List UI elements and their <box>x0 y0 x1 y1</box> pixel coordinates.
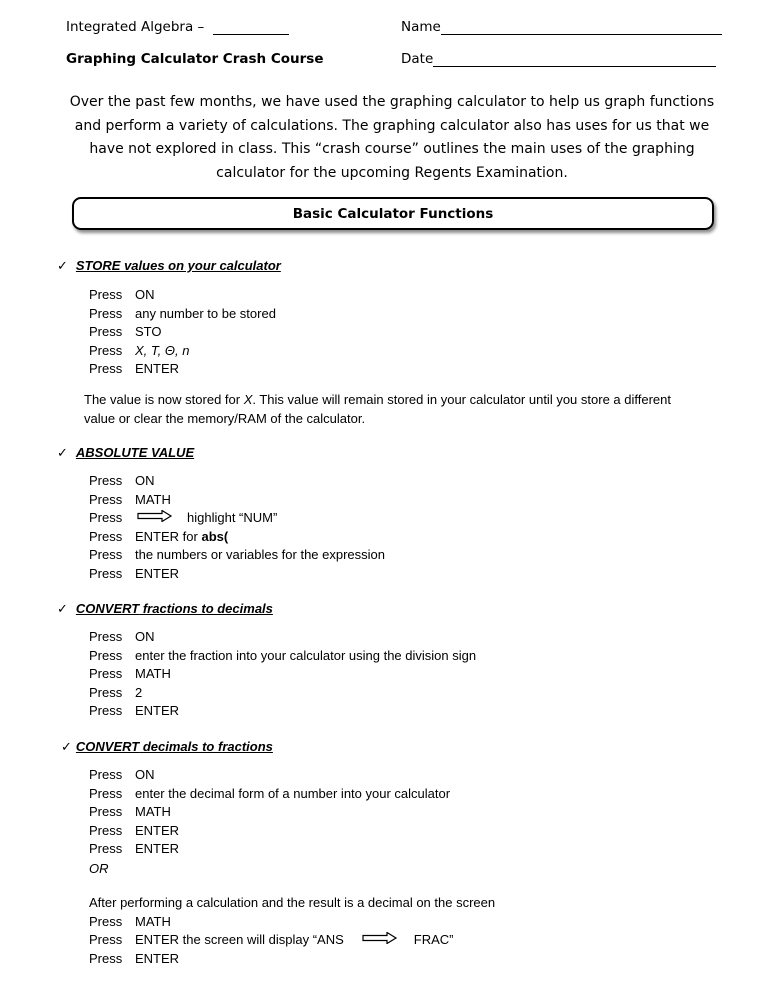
frac-to-dec-section-title: ✓ CONVERT fractions to decimals <box>57 601 273 616</box>
absolute-steps <box>89 472 385 584</box>
date-field <box>401 51 716 67</box>
date-label: Date <box>401 51 434 67</box>
section-heading-box <box>72 197 714 230</box>
step-row: Press ENTER <box>89 950 180 966</box>
store-note: The value is now stored for X. This value will remain stored in your calculator until you store a different value or clear the memory/RAM of the calculator. <box>84 392 671 426</box>
right-arrow-icon <box>362 931 398 950</box>
date-blank-line <box>433 52 716 67</box>
step-row: Press ON <box>89 767 155 782</box>
step-row: Press ENTER <box>89 703 180 719</box>
page-subtitle: Graphing Calculator Crash Course <box>66 51 324 67</box>
step-row: Press STO <box>89 324 162 340</box>
absolute-section-title: ✓ ABSOLUTE VALUE <box>57 445 195 460</box>
step-row: Press MATH <box>89 491 171 507</box>
course-text: Integrated Algebra – <box>66 19 205 35</box>
or-label: OR <box>89 861 109 876</box>
name-label: Name <box>401 19 441 35</box>
step-row: Press any number to be stored <box>89 305 276 321</box>
intro-paragraph: Over the past few months, we have used the graphing calculator to help us graph functions and perform a variety of calculations. The graphing calculator also has uses for us that we have not explored in class. This “crash course” outlines the main uses of the graphing calculator for the upcoming Regents Examination. <box>69 94 715 181</box>
step-row: Press the numbers or variables for the expression <box>89 547 386 563</box>
step-row: Press ENTER for abs( <box>89 528 229 544</box>
step-row: Press highlight “NUM” <box>89 509 385 528</box>
course-label <box>66 19 289 35</box>
store-steps <box>89 286 276 379</box>
section-heading: Basic Calculator Functions <box>292 206 494 222</box>
step-row: Press ENTER <box>89 361 180 377</box>
course-blank-line <box>213 20 289 35</box>
step-row: Press ON <box>89 629 155 644</box>
store-section-title: ✓ STORE values on your calculator <box>57 258 281 273</box>
step-row: Press MATH <box>89 913 171 929</box>
step-row: Press ON <box>89 287 155 302</box>
dec-to-frac-alt-steps <box>89 894 495 968</box>
step-row: Press MATH <box>89 666 171 682</box>
dec-to-frac-section-title: ✓ CONVERT decimals to fractions <box>61 739 273 754</box>
frac-to-dec-steps <box>89 628 476 721</box>
name-blank-line <box>441 20 722 35</box>
step-row: Press ENTER <box>89 822 180 838</box>
checkmark-icon: ✓ <box>57 445 68 460</box>
right-arrow-icon <box>137 509 173 528</box>
checkmark-icon: ✓ <box>57 258 68 273</box>
step-row: Press 2 <box>89 684 143 700</box>
name-field <box>401 19 722 35</box>
after-text: After performing a calculation and the result is a decimal on the screen <box>89 895 496 910</box>
step-row: Press enter the fraction into your calculator using the division sign <box>89 647 477 663</box>
step-row: Press MATH <box>89 804 171 820</box>
checkmark-icon: ✓ <box>61 739 72 754</box>
step-row: Press ON <box>89 473 155 488</box>
checkmark-icon: ✓ <box>57 601 68 616</box>
step-row: Press enter the decimal form of a number into your calculator <box>89 785 451 801</box>
dec-to-frac-steps <box>89 766 450 859</box>
step-row: Press ENTER <box>89 565 180 581</box>
step-row: Press ENTER the screen will display “ANS FRAC” <box>89 931 495 950</box>
step-row: Press X, T, Θ, n <box>89 342 190 358</box>
step-row: Press ENTER <box>89 841 180 857</box>
